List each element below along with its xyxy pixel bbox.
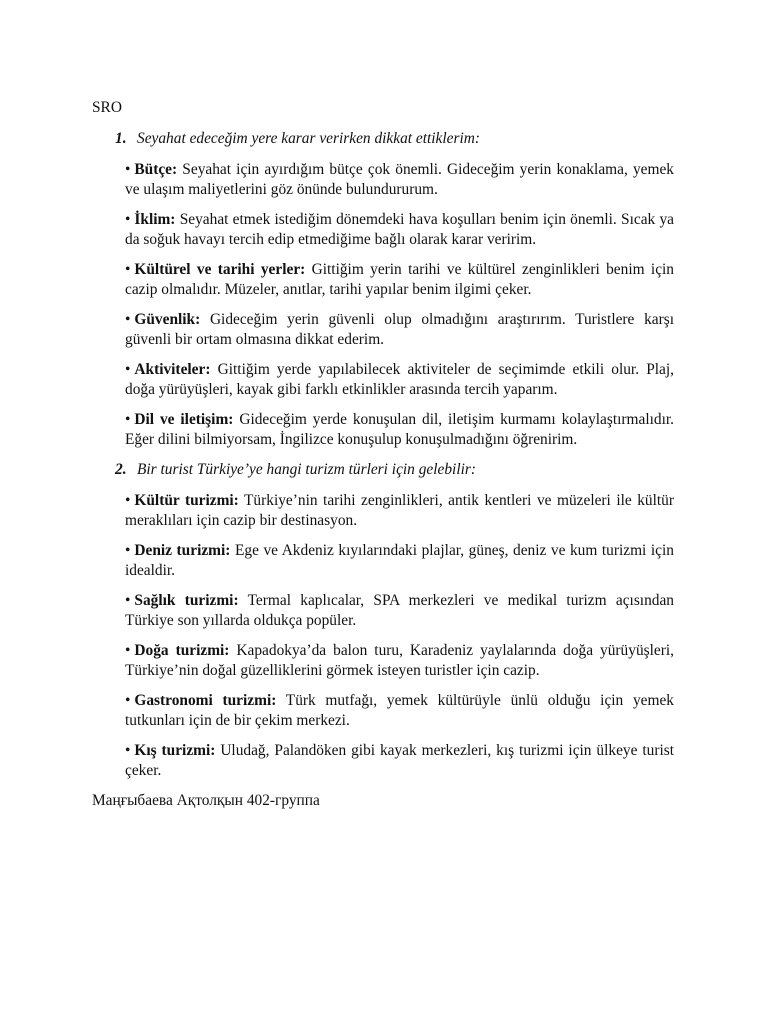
bullet-icon: • [125, 692, 131, 709]
item-text: Uludağ, Palandöken gibi kayak merkezleri, kış turizmi için ülkeye turist çeker. [125, 742, 674, 779]
item-text: Gittiğim yerde yapılabilecek aktiviteler de seçimimde etkili olur. Plaj, doğa yürüyüşleri, kayak gibi farklı etkinlikler arasında tercih yaparım. [125, 361, 674, 398]
item-text: Gideceğim yerin güvenli olup olmadığını araştırırım. Turistlere karşı güvenli bir ortam olmasına dikkat ederim. [125, 311, 674, 348]
item-term: Dil ve iletişim: [134, 411, 234, 428]
bullet-icon: • [125, 211, 131, 228]
item-term: Bütçe: [134, 161, 178, 178]
item-term: Güvenlik: [134, 311, 201, 328]
bullet-icon: • [125, 261, 131, 278]
list-item-saglik-turizmi [125, 591, 674, 631]
list-item-deniz-turizmi [125, 541, 674, 581]
item-term: Doğa turizmi: [134, 642, 230, 659]
section-number: 1. [115, 130, 127, 147]
item-text: Türk mutfağı, yemek kültürüyle ünlü olduğu için yemek tutkunları için de bir çekim merkezi. [125, 692, 674, 729]
item-text: Kapadokya’da balon turu, Karadeniz yaylalarında doğa yürüyüşleri, Türkiye’nin doğal güzelliklerini görmek isteyen turistler için cazip. [125, 642, 674, 679]
item-term: Kış turizmi: [134, 742, 216, 759]
section-heading [92, 129, 674, 149]
item-text: Seyahat için ayırdığım bütçe çok önemli. Gideceğim yerin konaklama, yemek ve ulaşım maliyetlerini göz önünde bulundururum. [125, 161, 674, 198]
section-number: 2. [115, 461, 127, 478]
section-heading-text: Bir turist Türkiye’ye hangi turizm türleri için gelebilir: [137, 461, 476, 478]
bullet-icon: • [125, 361, 131, 378]
list-item-aktiviteler [125, 360, 674, 400]
item-text: Gideceğim yerde konuşulan dil, iletişim kurmamı kolaylaştırmalıdır. Eğer dilini bilmiyorsam, İngilizce konuşulup konuşulmadığını öğrenirim. [125, 411, 674, 448]
author-name: Маңғыбаева Ақтолқын 402-группа [92, 792, 320, 809]
list-item-dil [125, 410, 674, 450]
item-term: Sağlık turizmi: [134, 592, 239, 609]
section-1 [92, 129, 674, 450]
item-text: Türkiye’nin tarihi zenginlikleri, antik kentleri ve müzeleri ile kültür meraklıları için cazip bir destinasyon. [125, 492, 674, 529]
item-term: İklim: [134, 211, 176, 228]
section-heading [92, 460, 674, 480]
bullet-icon: • [125, 311, 131, 328]
item-term: Kültürel ve tarihi yerler: [134, 261, 306, 278]
item-term: Deniz turizmi: [134, 542, 231, 559]
item-text: Seyahat etmek istediğim dönemdeki hava koşulları benim için önemli. Sıcak ya da soğuk havayı tercih edip etmediğime bağlı olarak karar veririm. [125, 211, 674, 248]
item-text: Gittiğim yerin tarihi ve kültürel zenginlikleri benim için cazip olmalıdır. Müzeler, anıtlar, tarihi yapılar benim ilgimi çeker. [125, 261, 674, 298]
list-item-kis-turizmi [125, 741, 674, 781]
item-term: Kültür turizmi: [134, 492, 239, 509]
bullet-icon: • [125, 742, 131, 759]
document-page [92, 98, 674, 811]
section-2 [92, 460, 674, 781]
item-text: Ege ve Akdeniz kıyılarındaki plajlar, güneş, deniz ve kum turizmi için idealdir. [125, 542, 674, 579]
list-item-iklim [125, 210, 674, 250]
bullet-icon: • [125, 642, 131, 659]
item-term: Gastronomi turizmi: [134, 692, 277, 709]
list-item-butce [125, 160, 674, 200]
list-item-doga-turizmi [125, 641, 674, 681]
list-item-kultur-turizmi [125, 491, 674, 531]
item-text: Termal kaplıcalar, SPA merkezleri ve medikal turizm açısından Türkiye son yıllarda oldukça popüler. [125, 592, 675, 629]
bullet-icon: • [125, 492, 131, 509]
item-term: Aktiviteler: [134, 361, 211, 378]
list-item-kulturel [125, 260, 674, 300]
bullet-icon: • [125, 592, 131, 609]
bullet-icon: • [125, 161, 131, 178]
document-title: SRO [92, 99, 122, 116]
list-item-guvenlik [125, 310, 674, 350]
bullet-icon: • [125, 542, 131, 559]
bullet-icon: • [125, 411, 131, 428]
list-item-gastronomi-turizmi [125, 691, 674, 731]
section-heading-text: Seyahat edeceğim yere karar verirken dikkat ettiklerim: [137, 130, 481, 147]
